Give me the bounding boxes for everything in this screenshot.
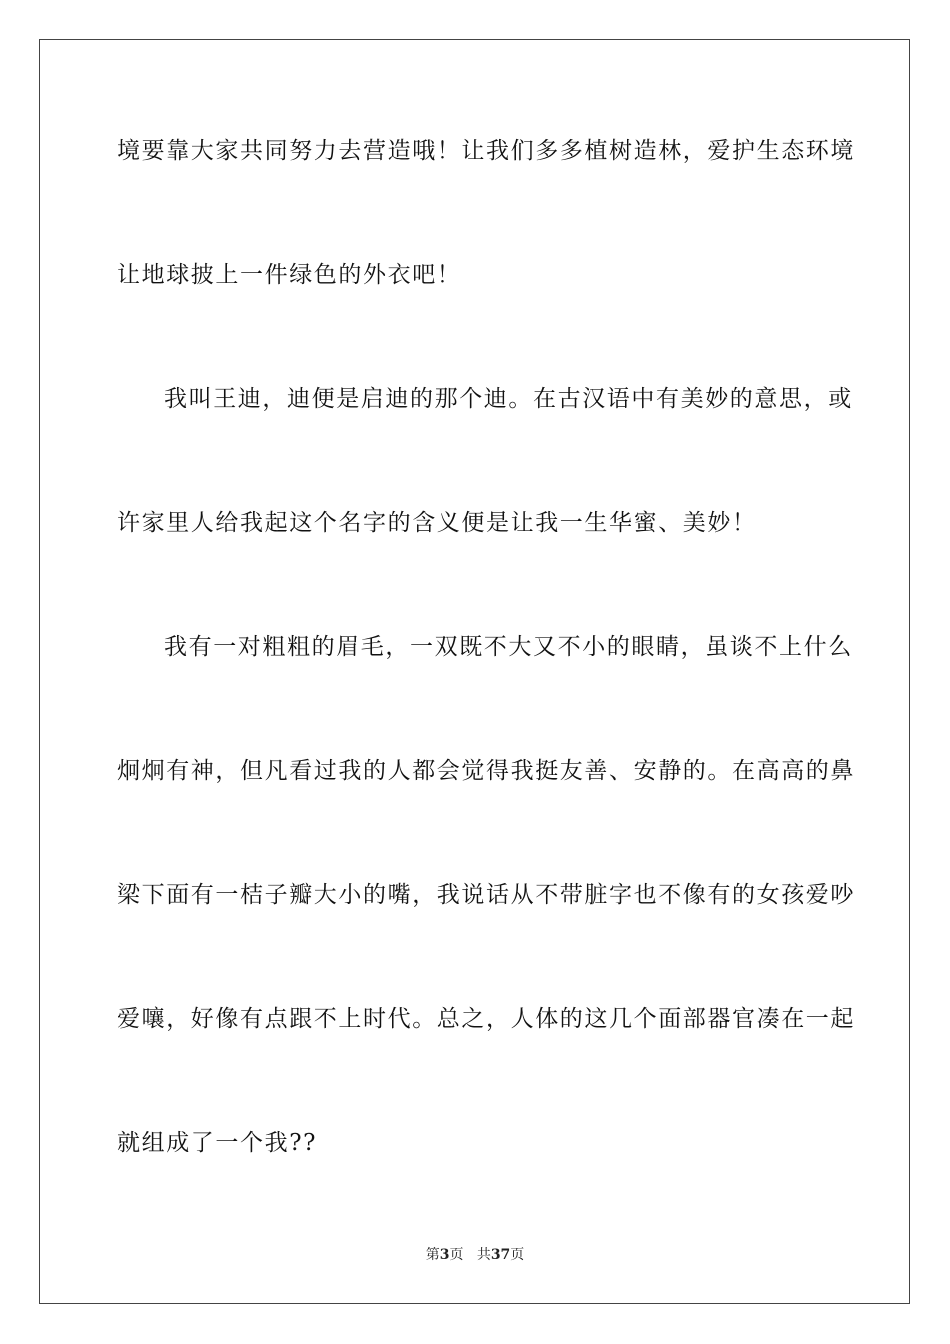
text-line-2: 让地球披上一件绿色的外衣吧！ [117,262,462,288]
page-footer [0,1246,950,1264]
text-line-5: 我有一对粗粗的眉毛，一双既不大又不小的眼睛，虽谈不上什么 [164,634,853,660]
total-pages: 37 [490,1247,511,1263]
text-line-6: 炯炯有神，但凡看过我的人都会觉得我挺友善、安静的。在高高的鼻 [117,758,855,784]
page-suffix: 页 [449,1247,464,1263]
text-line-4: 许家里人给我起这个名字的含义便是让我一生华蜜、美妙！ [117,510,757,536]
text-line-9: 就组成了一个我?? [117,1130,318,1156]
page-border [39,39,910,1304]
total-prefix: 共 [476,1247,491,1263]
text-line-1: 境要靠大家共同努力去营造哦！让我们多多植树造林，爱护生态环境 [117,138,855,164]
total-suffix: 页 [510,1247,525,1263]
text-line-7: 梁下面有一桔子瓣大小的嘴，我说话从不带脏字也不像有的女孩爱吵 [117,882,855,908]
page-prefix: 第 [425,1247,440,1263]
text-line-3: 我叫王迪，迪便是启迪的那个迪。在古汉语中有美妙的意思，或 [164,386,853,412]
page-number: 3 [439,1247,450,1263]
text-line-8: 爱嚷，好像有点跟不上时代。总之，人体的这几个面部器官凑在一起 [117,1006,855,1032]
